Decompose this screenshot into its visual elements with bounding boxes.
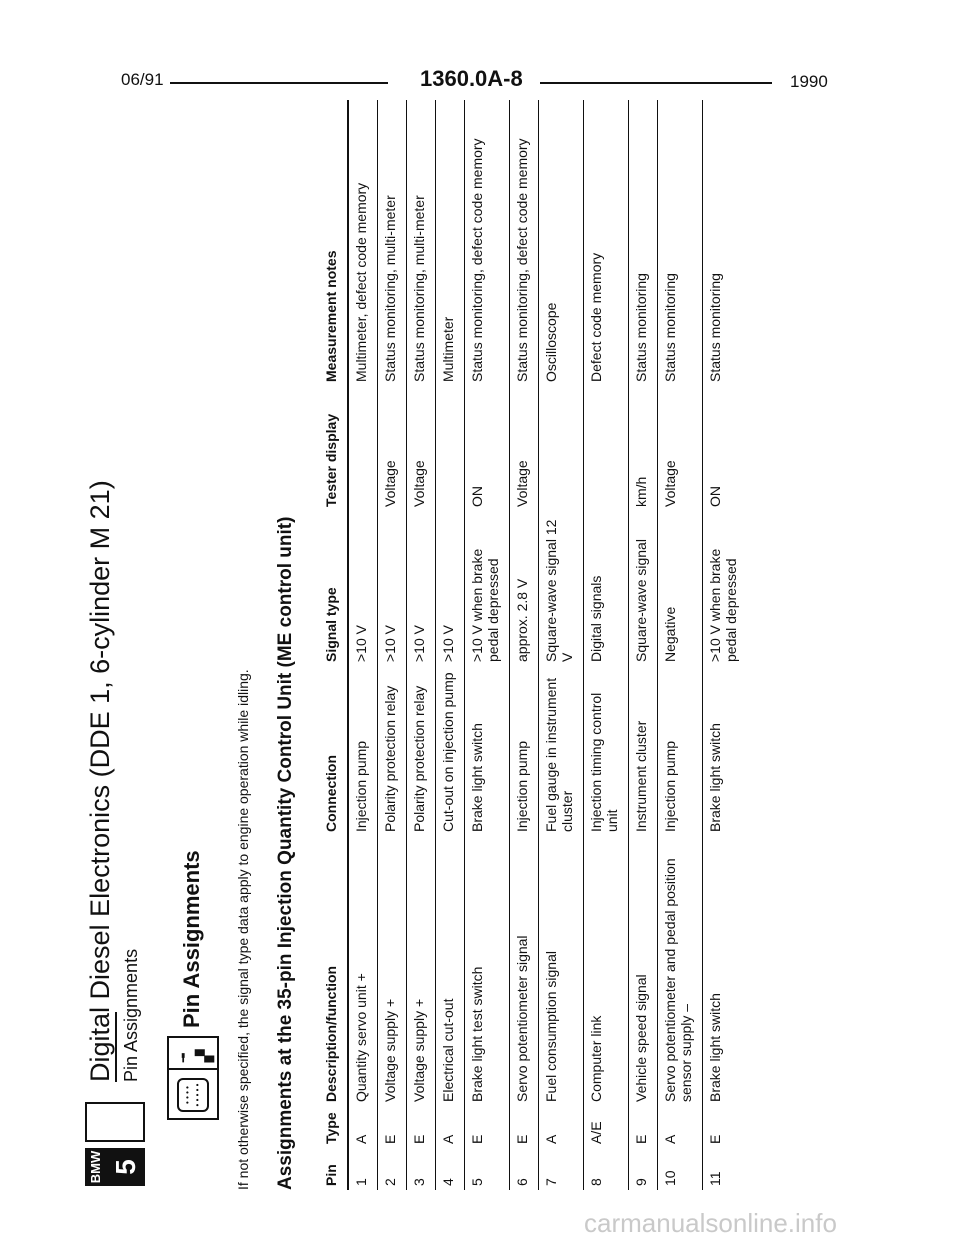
cell-type: E — [465, 1106, 510, 1148]
document-subtitle: Pin Assignments — [121, 948, 141, 1082]
cell-pin: 2 — [378, 1148, 407, 1190]
cell-connection: Brake light switch — [707, 723, 723, 832]
header-measurement-notes: Measurement notes — [319, 100, 348, 386]
cell-pin: 9 — [629, 1148, 658, 1190]
rotated-page-body — [83, 80, 818, 1200]
cell-pin: 1 — [348, 1148, 378, 1190]
pin-symbol-icon: ╼ — [175, 1053, 191, 1062]
header-pin: Pin — [319, 1148, 348, 1190]
cell-signal-type: Negative — [658, 511, 703, 666]
cell-pin: 7 — [539, 1148, 584, 1190]
header-description: Description/function — [319, 836, 348, 1106]
cell-signal-type: >10 V — [378, 511, 407, 666]
cell-description: Vehicle speed signal — [629, 836, 658, 1106]
cell-type: E — [707, 1134, 723, 1144]
header-year: 1990 — [790, 72, 828, 91]
cell-tester-display — [539, 386, 584, 511]
bmw-badge — [85, 1148, 145, 1186]
cell-description: Voltage supply + — [407, 836, 436, 1106]
table-title: Assignments at the 35-pin Injection Quantity Control Unit (ME control unit) — [275, 516, 296, 1190]
cell-pin: 10 — [658, 1148, 703, 1190]
cell-type: A — [436, 1106, 465, 1148]
cell-connection: Injection pump — [510, 666, 539, 836]
header-connection: Connection — [319, 666, 348, 836]
cell-pin: 6 — [510, 1148, 539, 1190]
table-row — [378, 100, 407, 1190]
cell-signal-type: >10 V — [407, 511, 436, 666]
cell-measurement-notes: Multimeter — [436, 100, 465, 386]
cell-tester-display: Voltage — [658, 386, 703, 511]
cell-description: Quantity servo unit + — [348, 836, 378, 1106]
cell-connection: Injection pump — [658, 666, 703, 836]
connector-icon — [167, 1036, 219, 1120]
cell-type: E — [629, 1106, 658, 1148]
cell-tester-display — [348, 386, 378, 511]
table-row — [436, 100, 465, 1190]
document-title: Digital Diesel Electronics (DDE 1, 6-cylinder M 21) — [85, 480, 115, 1082]
section-heading: Pin Assignments — [179, 850, 204, 1028]
cell-type: E — [510, 1106, 539, 1148]
cell-description: Brake light switch — [707, 993, 723, 1102]
cell-type: A — [658, 1106, 703, 1148]
table-row — [407, 100, 436, 1190]
cell-description: Servo potentiometer signal — [510, 836, 539, 1106]
header-tester-display: Tester display — [319, 386, 348, 511]
header-code: 1360.0A-8 — [420, 66, 523, 91]
note-text: If not otherwise specified, the signal type data apply to engine operation while idling. — [235, 669, 251, 1190]
cell-tester-display: ON — [465, 386, 510, 511]
icon-separator — [169, 1068, 217, 1070]
table-row — [539, 100, 584, 1190]
cell-signal-type: Digital signals — [584, 511, 629, 666]
badge-series: 5 — [107, 1148, 145, 1186]
cell-measurement-notes: Status monitoring — [658, 100, 703, 386]
cell-type: E — [378, 1106, 407, 1148]
cell-description: Computer link — [584, 836, 629, 1106]
cell-signal-type: >10 V when brake pedal depressed — [465, 511, 510, 666]
socket-symbol-icon: ▞ — [197, 1049, 214, 1062]
cell-connection: Injection pump — [348, 666, 378, 836]
cell-description: Brake light test switch — [465, 836, 510, 1106]
cell-description: Voltage supply + — [378, 836, 407, 1106]
cell-type: A/E — [584, 1106, 629, 1148]
table-row — [348, 100, 378, 1190]
cell-connection: Fuel gauge in instrument cluster — [539, 666, 584, 836]
cell-measurement-notes: Defect code memory — [584, 100, 629, 386]
table-row — [703, 100, 748, 1190]
cell-signal-type: Square-wave signal — [629, 511, 658, 666]
cell-type: A — [539, 1106, 584, 1148]
cell-connection: Polarity protection relay — [407, 666, 436, 836]
header-date: 06/91 — [121, 70, 164, 89]
title-rule — [115, 1012, 117, 1082]
cell-signal-type: >10 V when brake pedal depressed — [707, 548, 739, 662]
cell-tester-display: km/h — [629, 386, 658, 511]
cell-measurement-notes: Status monitoring — [629, 100, 658, 386]
cell-connection: Polarity protection relay — [378, 666, 407, 836]
cell-measurement-notes: Status monitoring, defect code memory — [465, 100, 510, 386]
cell-connection: Cut-out on injection pump — [436, 666, 465, 836]
badge-blank-box — [85, 1102, 145, 1142]
cell-tester-display: Voltage — [510, 386, 539, 511]
badge-brand: BMW — [85, 1148, 107, 1186]
cell-type: E — [407, 1106, 436, 1148]
cell-pin: 11 — [707, 1171, 723, 1186]
cell-tester-display: Voltage — [378, 386, 407, 511]
cell-signal-type: Square-wave signal 12 V — [539, 511, 584, 666]
table-row — [658, 100, 703, 1190]
cell-description: Servo potentiometer and pedal position sensor supply – — [658, 836, 703, 1106]
cell-description: Fuel consumption signal — [539, 836, 584, 1106]
cell-pin: 4 — [436, 1148, 465, 1190]
cell-connection: Injection timing control unit — [584, 666, 629, 836]
cell-measurement-notes: Oscilloscope — [539, 100, 584, 386]
header-signal-type: Signal type — [319, 511, 348, 666]
cell-pin: 3 — [407, 1148, 436, 1190]
header-type: Type — [319, 1106, 348, 1148]
table-row — [510, 100, 539, 1190]
pin-table — [319, 100, 747, 1190]
cell-tester-display: Voltage — [407, 386, 436, 511]
watermark: carmanualsonline.info — [584, 1208, 837, 1238]
cell-type: A — [348, 1106, 378, 1148]
cell-measurement-notes: Status monitoring, multi-meter — [378, 100, 407, 386]
cell-description: Electrical cut-out — [436, 836, 465, 1106]
cell-pin: 8 — [584, 1148, 629, 1190]
cell-pin: 5 — [465, 1148, 510, 1190]
table-row — [629, 100, 658, 1190]
cell-signal-type: >10 V — [348, 511, 378, 666]
cell-signal-type: >10 V — [436, 511, 465, 666]
cell-tester-display: ON — [707, 486, 723, 507]
cell-connection: Brake light switch — [465, 666, 510, 836]
table-header-row — [319, 100, 348, 1190]
cell-measurement-notes: Status monitoring, multi-meter — [407, 100, 436, 386]
cell-measurement-notes: Status monitoring — [707, 273, 723, 382]
table-row — [584, 100, 629, 1190]
cell-signal-type: approx. 2.8 V — [510, 511, 539, 666]
table-row — [465, 100, 510, 1190]
cell-connection: Instrument cluster — [629, 666, 658, 836]
cell-tester-display — [584, 386, 629, 511]
cell-measurement-notes: Status monitoring, defect code memory — [510, 100, 539, 386]
plug-pins-icon: • • • • • • • • • — [177, 1078, 209, 1112]
cell-tester-display — [436, 386, 465, 511]
cell-measurement-notes: Multimeter, defect code memory — [348, 100, 378, 386]
